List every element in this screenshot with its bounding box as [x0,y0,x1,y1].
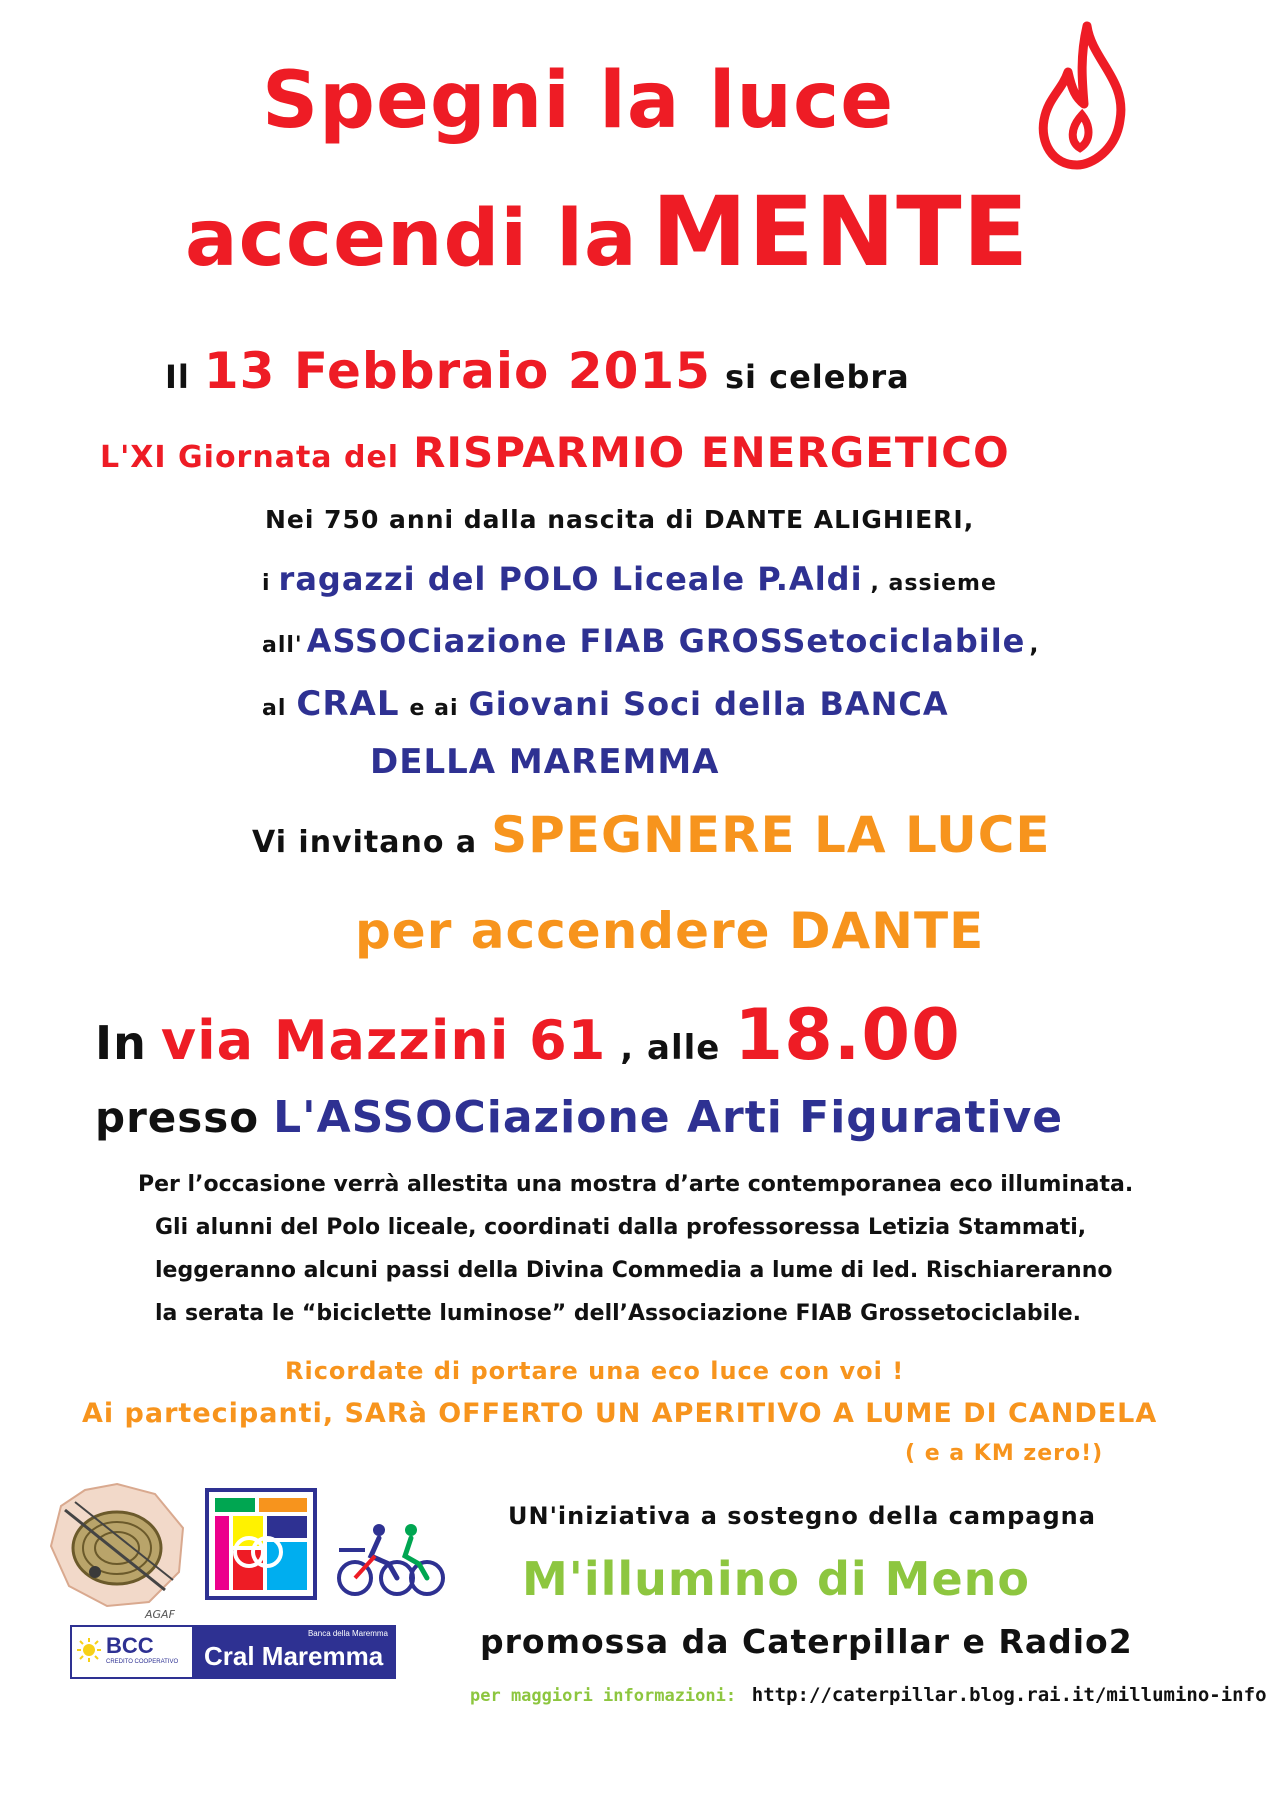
event-line [100,428,1010,477]
venue-line [95,1092,1063,1143]
agaf-emblem-icon [45,1480,190,1610]
location-pre: In [95,1016,147,1070]
venue-name: L'ASSOCiazione Arti Figurative [273,1092,1064,1143]
campaign-line-1: UN'iniziativa a sostegno della campagna [508,1502,1096,1530]
agaf-caption: AGAF [145,1608,175,1621]
intro-line-1: Nei 750 anni dalla nascita di DANTE ALIGHIERI, [265,505,975,534]
flame-icon [1032,20,1132,170]
title-line-2 [185,176,1029,288]
title-line-1: Spegni la luce [262,56,895,146]
intro-l2-b: ragazzi del POLO Liceale P.Aldi [278,560,863,598]
intro-l2-a: i [262,571,271,596]
date-post: si celebra [724,358,910,396]
intro-line-4 [262,684,949,724]
description-line-1: Per l’occasione verrà allestita una mostra d’arte contemporanea eco illuminata. [138,1172,1134,1197]
intro-line-2 [262,560,997,598]
info-line [470,1684,1267,1706]
location-line [95,994,961,1076]
location-time: 18.00 [734,994,961,1076]
bcc-main: BCC [106,1633,154,1658]
invite-pre: Vi invitano a [252,825,478,860]
intro-l4-a: al [262,696,287,721]
reminder-line-2: Ai partecipanti, SARà OFFERTO UN APERITIVO A LUME DI CANDELA [82,1398,1158,1429]
location-street: via Mazzini 61 [160,1009,607,1072]
cyclists-icon [335,1520,447,1600]
intro-l4-b: CRAL [296,684,400,724]
intro-l4-c: e ai [409,696,459,721]
bcc-sub: CREDITO COOPERATIVO [106,1659,179,1665]
date-line [165,342,910,400]
campaign-name: M'illumino di Meno [522,1552,1031,1606]
intro-l2-c: , assieme [870,571,997,596]
intro-l3-b: ASSOCiazione FIAB GROSSetociclabile [306,622,1026,660]
intro-l3-c: , [1029,630,1040,658]
title-mente: MENTE [651,176,1030,288]
description-line-4: la serata le “biciclette luminose” dell’Associazione FIAB Grossetociclabile. [155,1301,1082,1326]
bcc-cral-banner [70,1625,396,1679]
date-value: 13 Febbraio 2015 [203,342,711,400]
location-mid: , alle [620,1028,721,1068]
reminder-line-3: ( e a KM zero!) [905,1441,1104,1466]
polo-liceale-logo [205,1488,317,1600]
fiab-logo [335,1520,447,1600]
description-line-3: leggeranno alcuni passi della Divina Commedia a lume di led. Rischiareranno [155,1258,1113,1283]
date-pre: Il [165,358,190,396]
cral-panel [192,1627,394,1677]
intro-l4-d: Giovani Soci della BANCA [468,685,949,723]
description-line-2: Gli alunni del Polo liceale, coordinati dalla professoressa Letizia Stammati, [155,1215,1087,1240]
info-label: per maggiori informazioni: [470,1686,737,1706]
invite-line-2: per accendere DANTE [355,902,985,960]
info-url[interactable]: http://caterpillar.blog.rai.it/millumino-info [751,1684,1267,1706]
event-pre: L'XI Giornata del [100,440,400,475]
reminder-line-1: Ricordate di portare una eco luce con voi ! [285,1357,905,1385]
agaf-logo [45,1480,190,1625]
title-line-2-a: accendi la [185,194,638,284]
cral-bank-name: Banca della Maremma [307,1629,388,1638]
intro-l3-a: all' [262,633,303,658]
event-name: RISPARMIO ENERGETICO [413,428,1010,477]
bcc-sun-icon [76,1637,102,1663]
campaign-line-3: promossa da Caterpillar e Radio2 [480,1622,1133,1661]
intro-line-3 [262,622,1040,660]
intro-line-5: DELLA MAREMMA [370,742,720,782]
invite-line-1 [252,806,1051,864]
polo-liceale-emblem-icon [205,1488,317,1600]
cral-name: Cral Maremma [204,1641,384,1671]
invite-highlight: SPEGNERE LA LUCE [491,806,1051,864]
venue-pre: presso [95,1093,260,1142]
